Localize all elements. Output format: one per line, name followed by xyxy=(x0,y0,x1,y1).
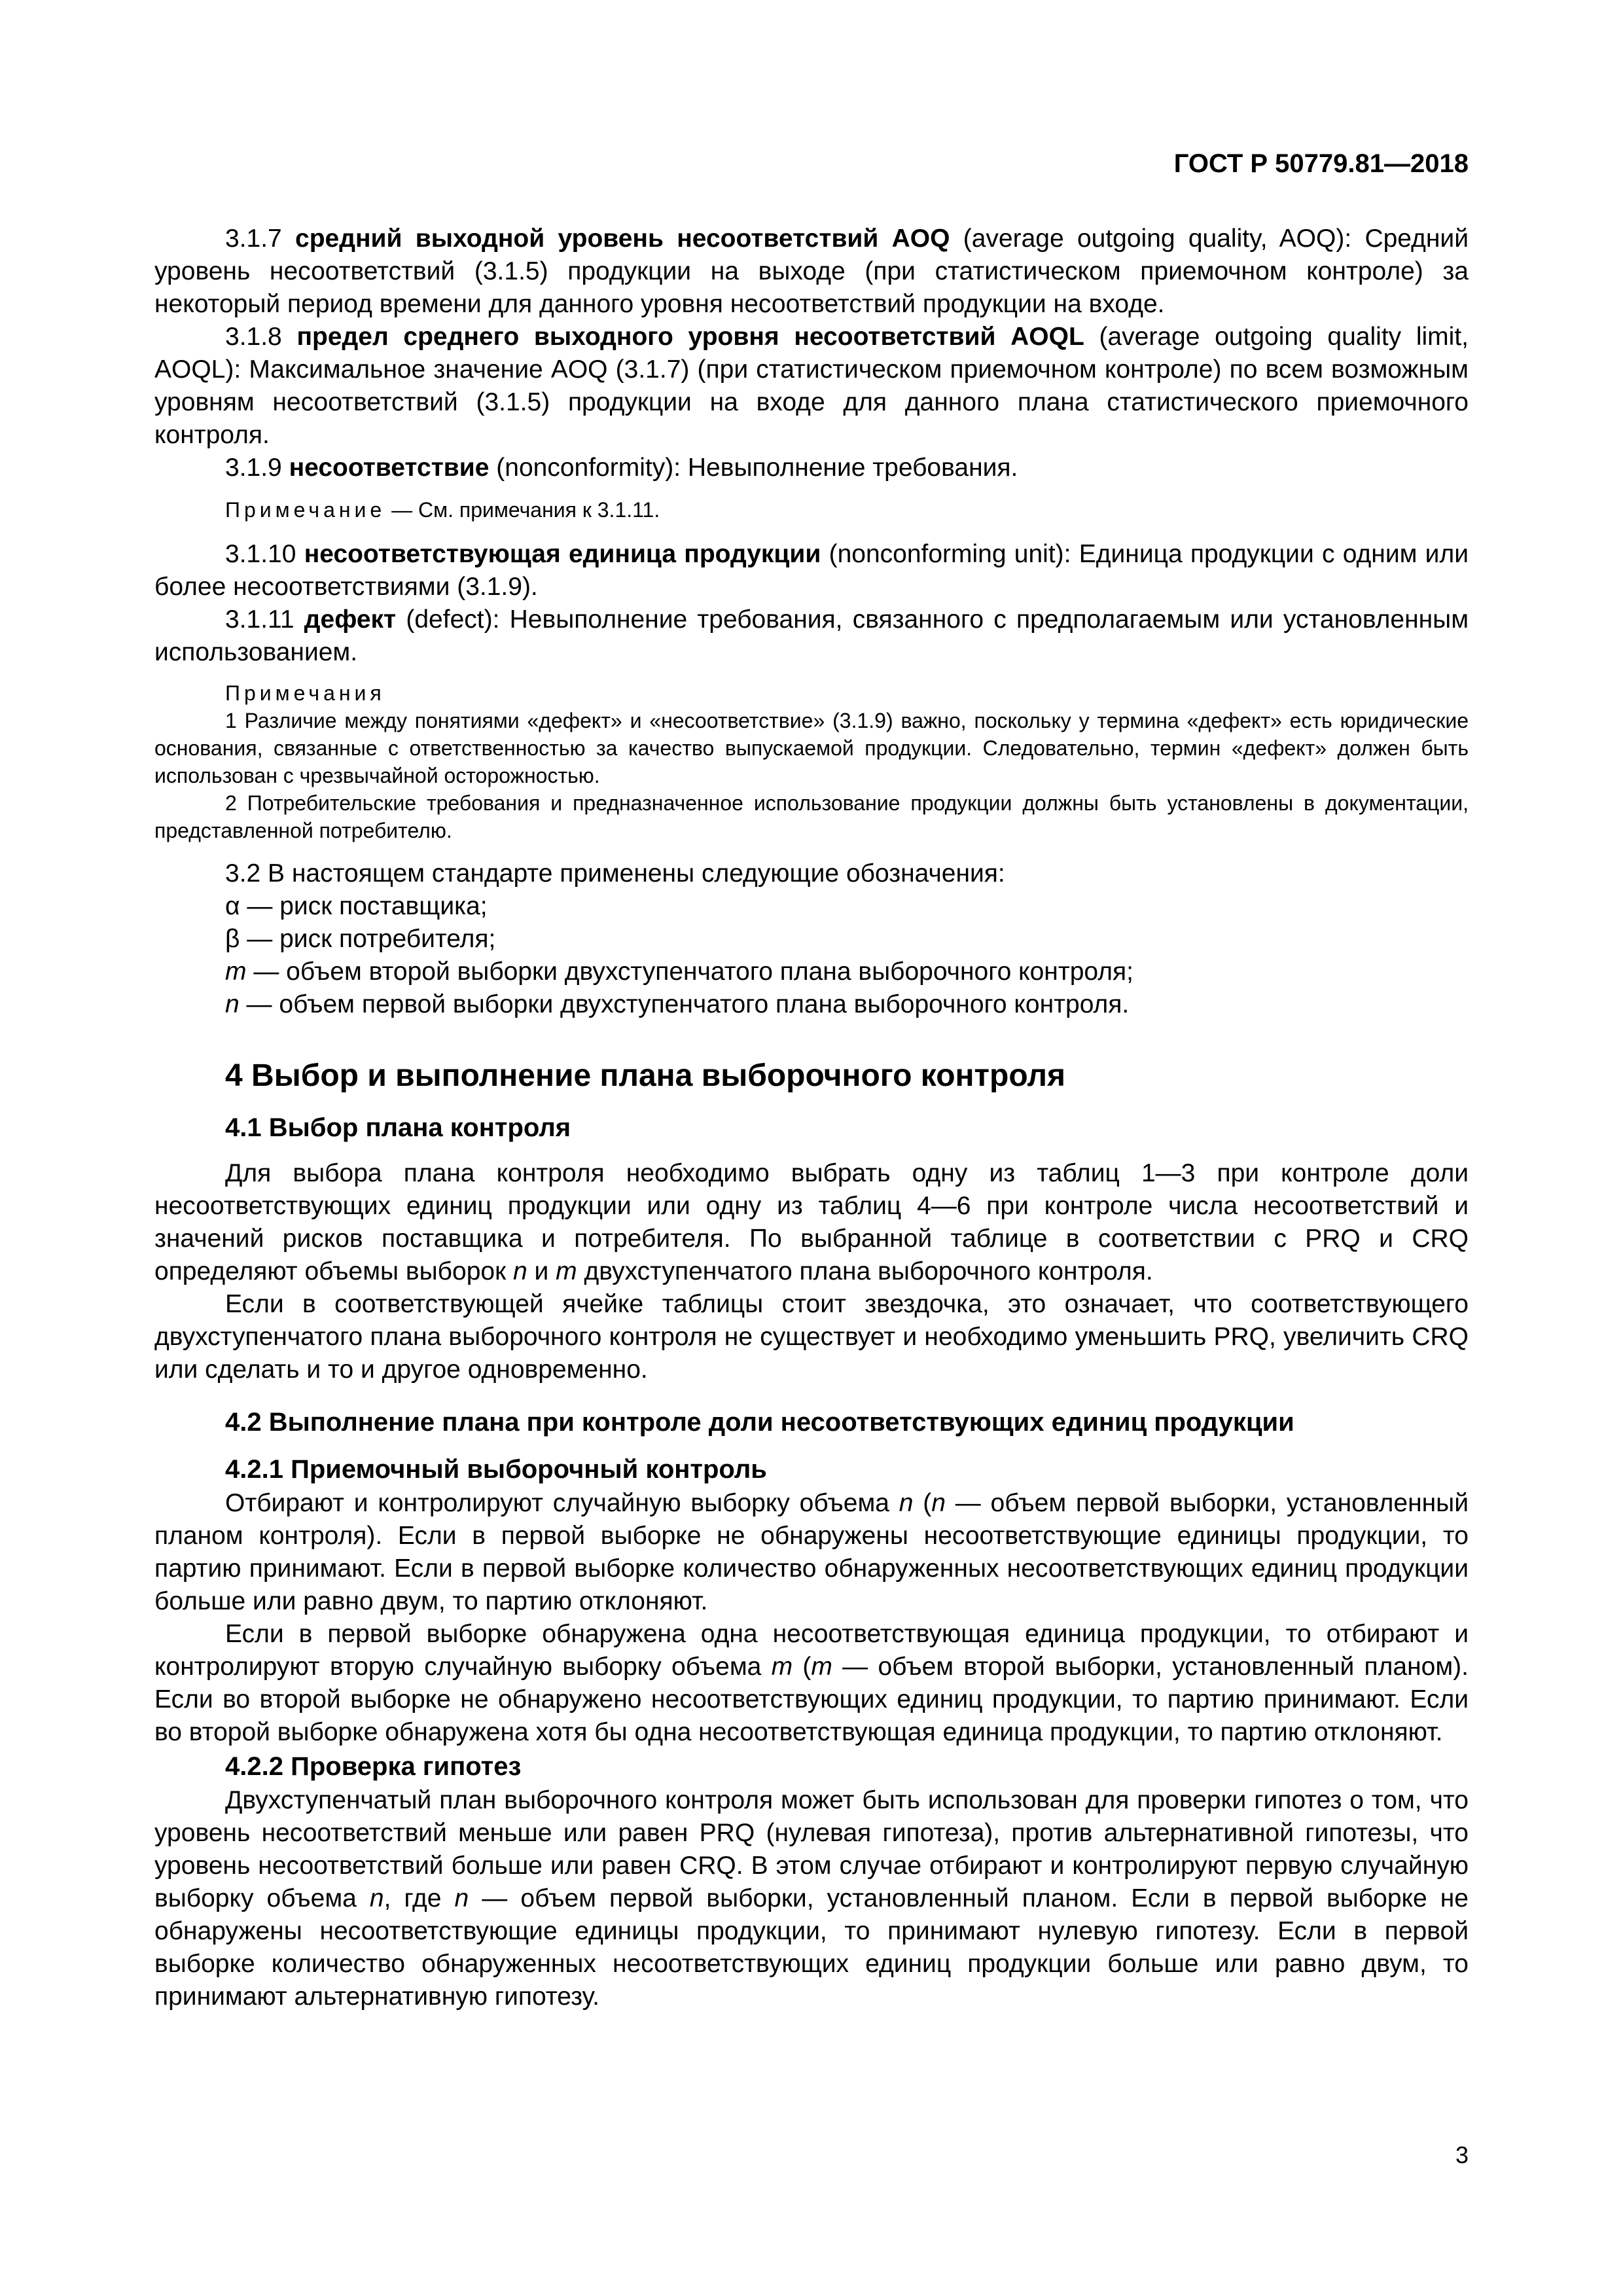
text-run: — объем первой выборки, установленный планом контроля). Если в первой выборке не обнаружены несоответствующие единицы продукции, то партию принимают. Если в первой выборке количество обнаруженных несоответствующих единиц продукции больше или равно двум, то партию отклоняют. xyxy=(154,1489,1469,1615)
page-number: 3 xyxy=(1455,2142,1469,2168)
term-number: 3.1.10 xyxy=(225,540,296,568)
term-definition: (nonconforming unit): Единица продукции с одним или более несоответствиями (3.1.9). xyxy=(154,540,1469,601)
term-3-1-10 xyxy=(154,538,1469,603)
text-run: ( xyxy=(793,1653,812,1681)
section-4-title: 4 Выбор и выполнение плана выборочного контроля xyxy=(225,1058,1065,1093)
symbols-intro: 3.2 В настоящем стандарте применены следующие обозначения: xyxy=(225,859,1005,888)
notes-heading: Примечания xyxy=(225,681,385,705)
section-4-2-1-paragraph-1 xyxy=(154,1487,1469,1618)
note-label: Примечание xyxy=(225,498,386,522)
term-3-1-8 xyxy=(154,321,1469,452)
term-name: средний выходной уровень несоответствий AOQ xyxy=(295,224,950,253)
text-run: — объем первой выборки, установленный планом. Если в первой выборке не обнаружены несоответствующие единицы продукции, то принимают нулевую гипотезу. Если в первой выборке количество обнаруженных несоответствующих единиц продукции больше или равно двум, то принимают альтернативную гипотезу. xyxy=(154,1884,1469,2011)
symbol: α xyxy=(225,892,240,920)
term-3-1-11 xyxy=(154,603,1469,669)
notes-label xyxy=(154,679,1469,707)
term-name: предел среднего выходного уровня несоответствий AOQL xyxy=(296,323,1084,351)
note-2: 2 Потребительские требования и предназначенное использование продукции должны быть установлены в документации, представленной потребителю. xyxy=(154,791,1469,842)
section-4-2-1-paragraph-2 xyxy=(154,1618,1469,1749)
text-run: — объем второй выборки, установленный планом). Если во второй выборке не обнаружено несоответствующих единиц продукции, то партию принимают. Если во второй выборке обнаружена хотя бы одна несоответствующая единица продукции, то партию отклоняют. xyxy=(154,1653,1469,1746)
symbol-n xyxy=(154,988,1469,1021)
term-3-1-7 xyxy=(154,223,1469,321)
note-text: — См. примечания к 3.1.11. xyxy=(385,498,660,522)
symbol-description: — риск поставщика; xyxy=(240,892,488,920)
term-definition: (nonconformity): Невыполнение требования. xyxy=(489,454,1018,482)
variable-m: m xyxy=(811,1653,832,1681)
variable-n: n xyxy=(369,1884,384,1912)
term-definition: (average outgoing quality, AOQ): Средний уровень несоответствий (3.1.5) продукции на выходе (при статистическом приемочном контроле) за некоторый период времени для данного уровня несоответствий продукции на входе. xyxy=(154,224,1469,318)
term-number: 3.1.9 xyxy=(225,454,282,482)
section-4-2-1-title: 4.2.1 Приемочный выборочный контроль xyxy=(225,1455,767,1484)
term-number: 3.1.7 xyxy=(225,224,282,253)
term-definition: (defect): Невыполнение требования, связанного с предполагаемым или установленным использованием. xyxy=(154,605,1469,666)
text-run: Двухступенчатый план выборочного контроля может быть использован для проверки гипотез о том, что уровень несоответствий меньше или равен PRQ (нулевая гипотеза), против альтернативной гипотезы, что уровень несоответствий больше или равен CRQ. В этом случае отбирают и контролируют первую случайную выборку объема xyxy=(154,1786,1469,1912)
section-4-2-2-paragraph-1 xyxy=(154,1784,1469,2013)
text-run: Отбирают и контролируют случайную выборку объема xyxy=(225,1489,899,1517)
symbol-description: — объем первой выборки двухступенчатого плана выборочного контроля. xyxy=(239,990,1130,1018)
symbol: β xyxy=(225,925,240,953)
section-4-1-paragraph-1 xyxy=(154,1157,1469,1288)
term-name: несоответствующая единица продукции xyxy=(304,540,821,568)
symbol-beta xyxy=(154,923,1469,956)
term-name: несоответствие xyxy=(289,454,490,482)
term-3-1-9 xyxy=(154,452,1469,484)
text-run: и xyxy=(527,1257,556,1285)
variable-m: m xyxy=(556,1257,577,1285)
note-3-1-9 xyxy=(154,496,1469,524)
section-4-2-2-title: 4.2.2 Проверка гипотез xyxy=(225,1752,522,1781)
document-body xyxy=(154,223,1469,2013)
term-name: дефект xyxy=(304,605,397,634)
variable-n: n xyxy=(512,1257,527,1285)
note-1: 1 Различие между понятиями «дефект» и «несоответствие» (3.1.9) важно, поскольку у термина «дефект» есть юридические основания, связанные с ответственностью за качество выпускаемой продукции. Следовательно, термин «дефект» должен быть использован с чрезвычайной осторожностью. xyxy=(154,709,1469,787)
term-number: 3.1.11 xyxy=(225,605,294,634)
text-run: двухступенчатого плана выборочного контроля. xyxy=(577,1257,1153,1285)
symbol: n xyxy=(225,990,240,1018)
text-run: Если в первой выборке обнаружена одна несоответствующая единица продукции, то отбирают и контролируют вторую случайную выборку объема xyxy=(154,1620,1469,1681)
variable-m: m xyxy=(771,1653,793,1681)
symbol-description: — объем второй выборки двухступенчатого плана выборочного контроля; xyxy=(246,958,1133,986)
term-definition: (average outgoing quality limit, AOQL): Максимальное значение AOQ (3.1.7) (при статистическом приемочном контроле) по всем возможным уровням несоответствий (3.1.5) продукции на входе для данного плана статистического приемочного контроля. xyxy=(154,323,1469,449)
symbol-m xyxy=(154,956,1469,988)
symbol: m xyxy=(225,958,247,986)
variable-n: n xyxy=(931,1489,946,1517)
text-run: Для выбора плана контроля необходимо выбрать одну из таблиц 1—3 при контроле доли несоответствующих единиц продукции или одну из таблиц 4—6 при контроле числа несоответствий и значений рисков поставщика и потребителя. По выбранной таблице в соответствии с PRQ и CRQ определяют объемы выборок xyxy=(154,1159,1469,1285)
section-4-1-title: 4.1 Выбор плана контроля xyxy=(225,1113,571,1142)
symbol-description: — риск потребителя; xyxy=(240,925,496,953)
term-number: 3.1.8 xyxy=(225,323,282,351)
section-4-1-paragraph-2: Если в соответствующей ячейке таблицы стоит звездочка, это означает, что соответствующего двухступенчатого плана выборочного контроля не существует и необходимо уменьшить PRQ, увеличить CRQ или сделать и то и другое одновременно. xyxy=(154,1290,1469,1384)
text-run: , где xyxy=(383,1884,455,1912)
text-run: ( xyxy=(913,1489,932,1517)
section-4-2-title: 4.2 Выполнение плана при контроле доли несоответствующих единиц продукции xyxy=(225,1408,1294,1437)
symbol-alpha xyxy=(154,890,1469,923)
variable-n: n xyxy=(454,1884,469,1912)
document-code: ГОСТ Р 50779.81—2018 xyxy=(1173,149,1469,178)
variable-n: n xyxy=(899,1489,914,1517)
